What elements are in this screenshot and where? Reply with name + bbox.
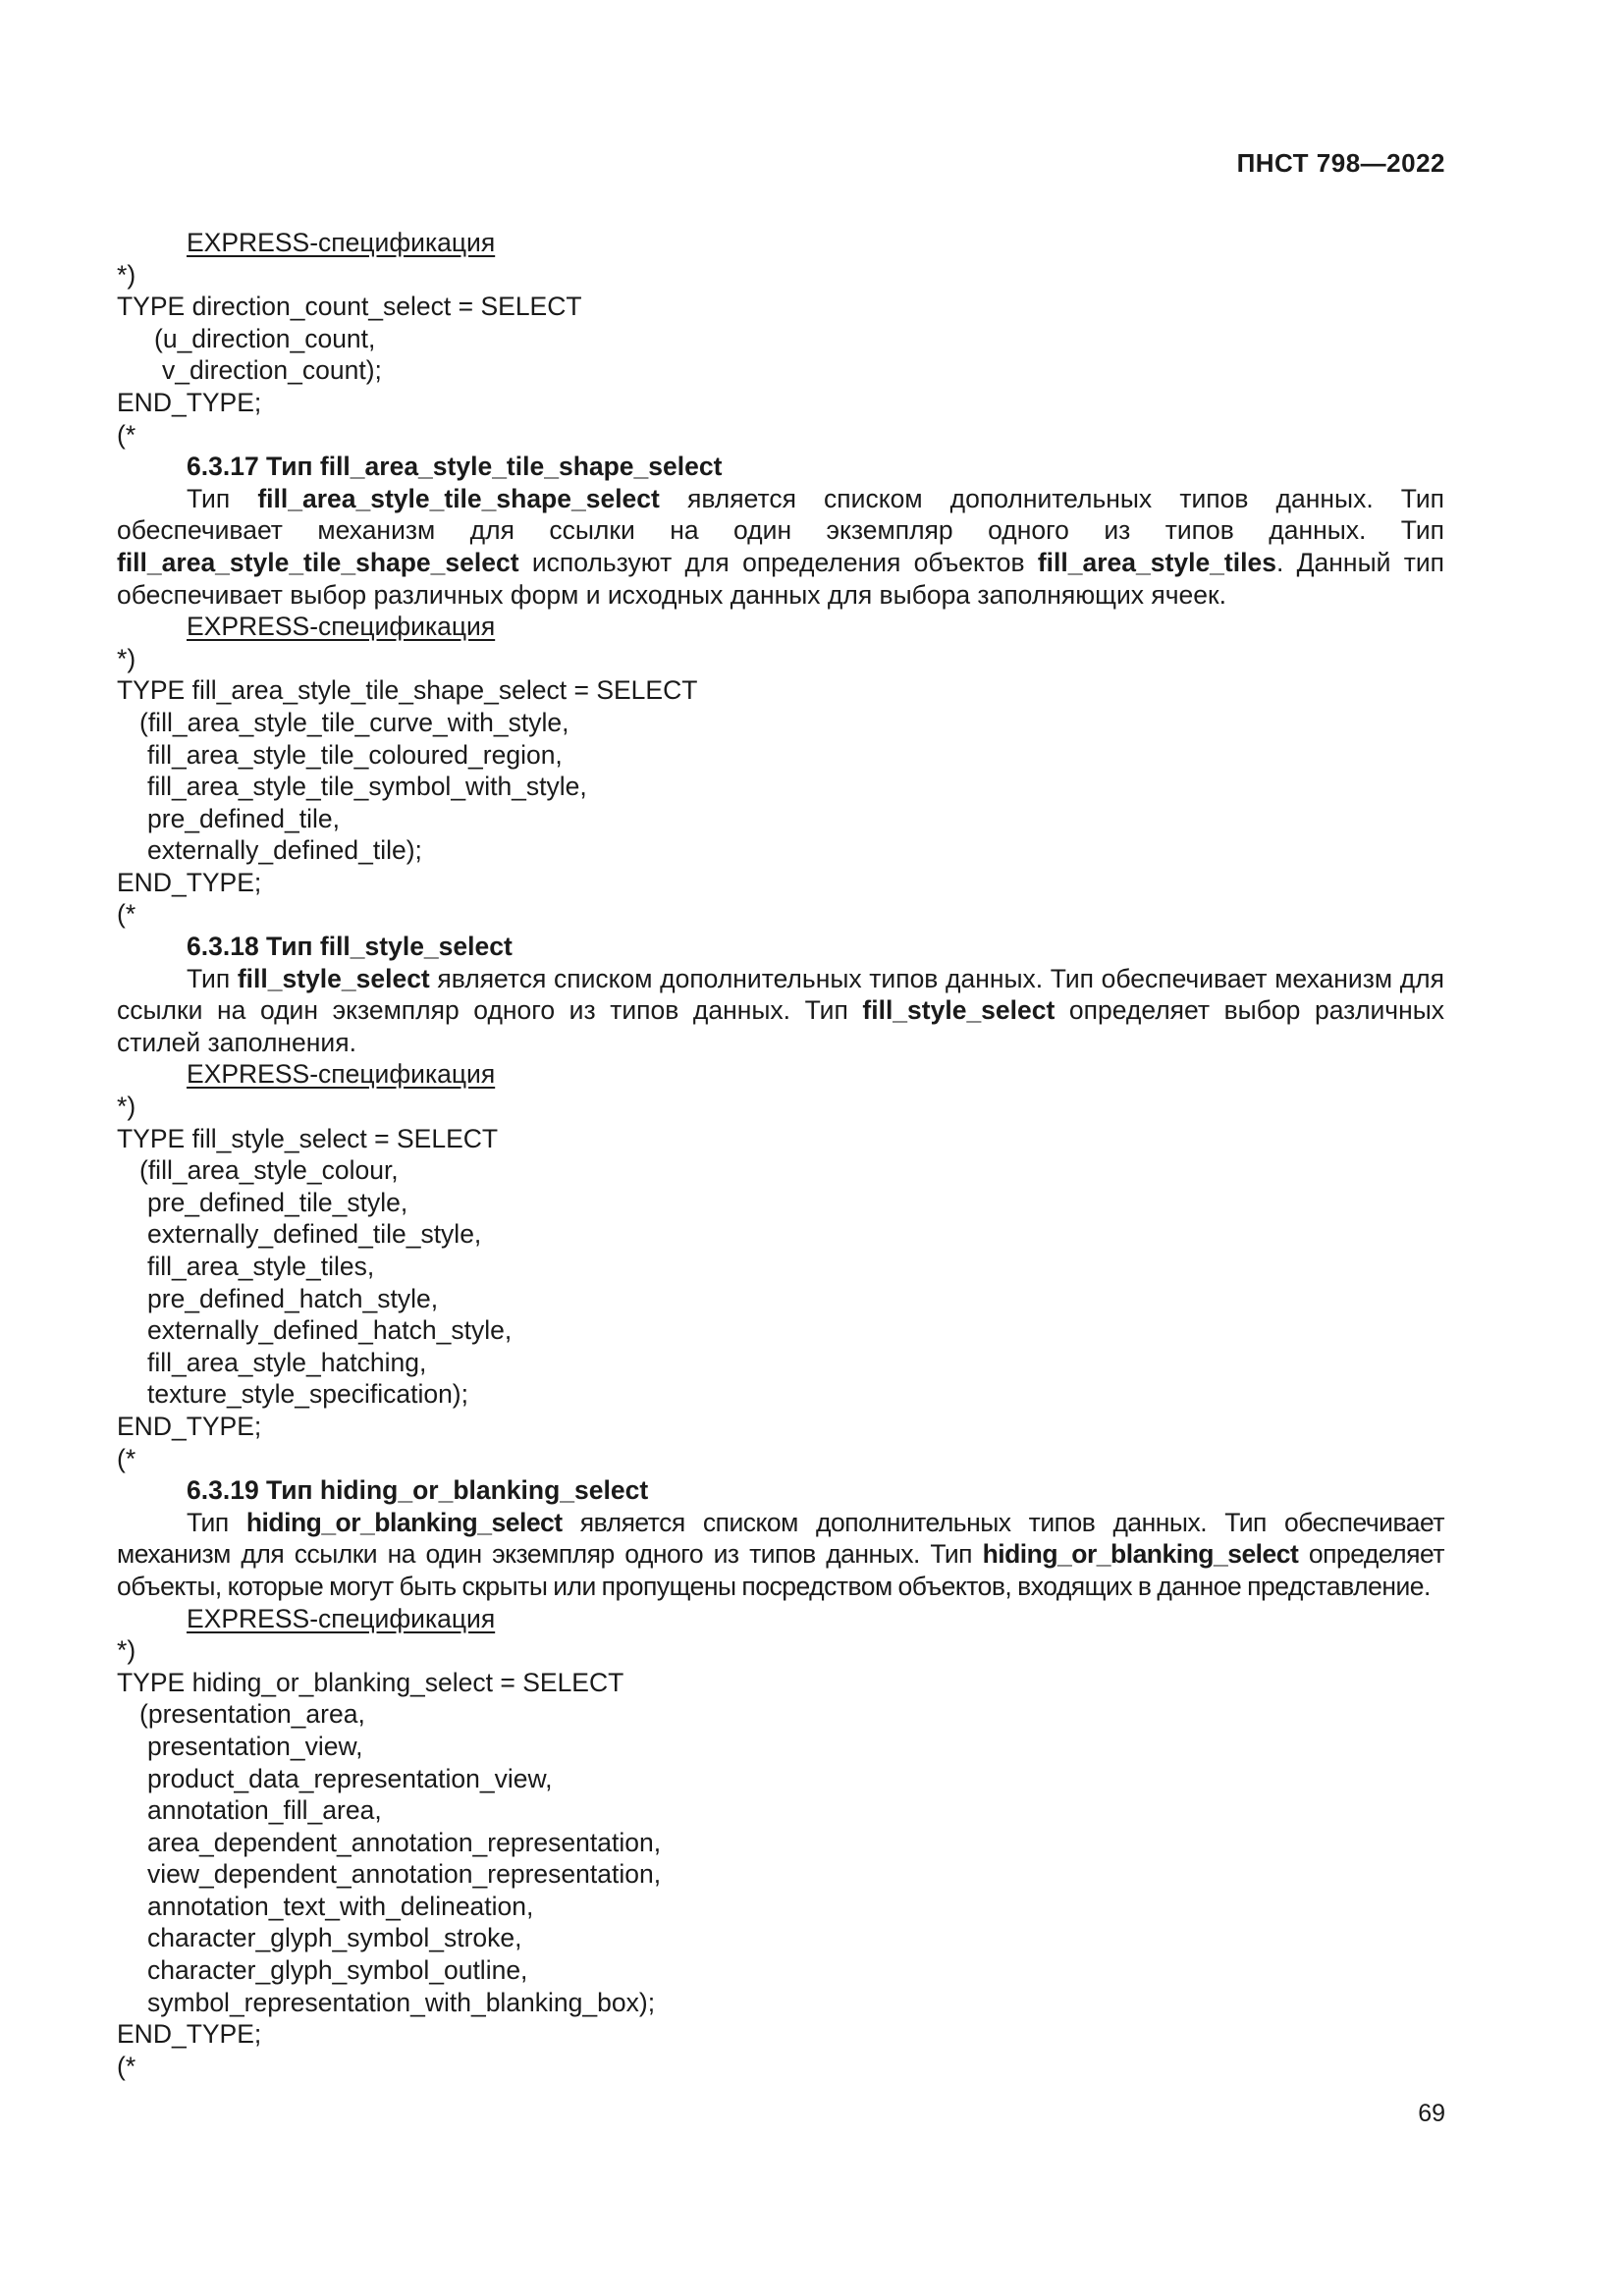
code-line: pre_defined_tile_style, [147,1187,408,1217]
type-name: hiding_or_blanking_select [245,1507,563,1537]
code-line: fill_area_style_hatching, [147,1347,427,1377]
code-line: externally_defined_tile); [147,835,422,866]
text-span: Тип [187,1507,246,1537]
code-line: *) [117,1635,136,1666]
code-line: END_TYPE; [117,867,262,897]
type-name: fill_area_style_tile_shape_select [257,483,660,513]
code-line: (fill_area_style_tile_curve_with_style, [139,707,569,737]
code-line: annotation_text_with_delineation, [147,1891,534,1921]
code-line: *) [117,1092,136,1122]
code-line: pre_defined_hatch_style, [147,1283,439,1313]
type-name: fill_area_style_tiles [1037,547,1276,577]
code-line: fill_area_style_tile_symbol_with_style, [147,772,587,802]
code-line: annotation_fill_area, [147,1795,382,1826]
code-line: area_dependent_annotation_representation, [147,1827,662,1857]
code-line: TYPE hiding_or_blanking_select = SELECT [117,1667,624,1697]
code-line: (fill_area_style_colour, [139,1155,399,1186]
code-line: externally_defined_tile_style, [147,1219,482,1250]
page-number: 69 [1418,2100,1445,2127]
document-id-header: ПНСТ 798—2022 [1236,148,1445,178]
section-paragraph [117,483,1444,611]
code-line: *) [117,643,136,673]
text-span: является списком дополнительных типов данных. Тип обеспечивает механизм для ссылки на один экземпляр одного из типов данных. Тип [117,483,1444,546]
type-name: hiding_or_blanking_select [982,1539,1299,1570]
express-spec-label: EXPRESS-спецификация [187,1059,496,1090]
code-line: *) [117,259,136,290]
express-spec-label: EXPRESS-спецификация [187,612,496,642]
text-span: определяет объекты, которые могут быть скрыты или пропущены посредством объектов, входящих в данное представление. [117,1539,1444,1601]
code-line: END_TYPE; [117,387,262,417]
text-span: используют для определения объектов [518,547,1038,577]
page-content [117,227,1444,2082]
code-line: fill_area_style_tile_coloured_region, [147,739,563,770]
code-line: END_TYPE; [117,1411,262,1441]
express-spec-label: EXPRESS-спецификация [187,228,496,257]
section-paragraph [117,1507,1444,1603]
text-span: определяет выбор различных стилей заполнения. [117,995,1444,1057]
code-line: presentation_view, [147,1731,363,1761]
section-heading-6-3-17: 6.3.17 Тип fill_area_style_tile_shape_select [187,452,723,482]
code-line: (* [117,1443,136,1473]
code-line: (* [117,899,136,930]
code-line: (* [117,2051,136,2081]
code-line: character_glyph_symbol_stroke, [147,1923,522,1953]
text-span: является списком дополнительных типов данных. Тип обеспечивает механизм для ссылки на один экземпляр одного из типов данных. Тип [117,1507,1444,1570]
code-line: pre_defined_tile, [147,803,340,833]
type-name: fill_style_select [862,995,1056,1026]
code-line: (u_direction_count, [154,323,376,353]
code-line: (* [117,419,136,450]
code-line: character_glyph_symbol_outline, [147,1955,528,1986]
type-name: fill_area_style_tile_shape_select [117,547,519,577]
code-line: view_dependent_annotation_representation, [147,1859,662,1890]
code-line: v_direction_count); [162,355,382,386]
text-span: . Данный тип обеспечивает выбор различных форм и исходных данных для выбора заполняющих ячеек. [117,547,1445,610]
text-span: Тип [187,963,238,993]
code-line: (presentation_area, [139,1699,365,1730]
section-heading-6-3-18: 6.3.18 Тип fill_style_select [187,932,513,962]
code-line: TYPE direction_count_select = SELECT [117,292,582,322]
code-line: externally_defined_hatch_style, [147,1315,513,1346]
section-heading-6-3-19: 6.3.19 Тип hiding_or_blanking_select [187,1475,649,1506]
type-name: fill_style_select [237,963,430,993]
code-line: fill_area_style_tiles, [147,1252,375,1281]
express-spec-label: EXPRESS-спецификация [187,1603,496,1633]
code-line: END_TYPE; [117,2019,262,2050]
code-line: TYPE fill_area_style_tile_shape_select = SELECT [117,675,698,706]
text-span: является списком дополнительных типов данных. Тип обеспечивает механизм для ссылки на один экземпляр одного из типов данных. Тип [117,963,1444,1026]
code-line: symbol_representation_with_blanking_box); [147,1987,656,2017]
text-span: Тип [187,483,258,513]
code-line: product_data_representation_view, [147,1763,553,1793]
section-paragraph [117,963,1444,1059]
code-line: TYPE fill_style_select = SELECT [117,1123,499,1153]
code-line: texture_style_specification); [147,1379,468,1410]
